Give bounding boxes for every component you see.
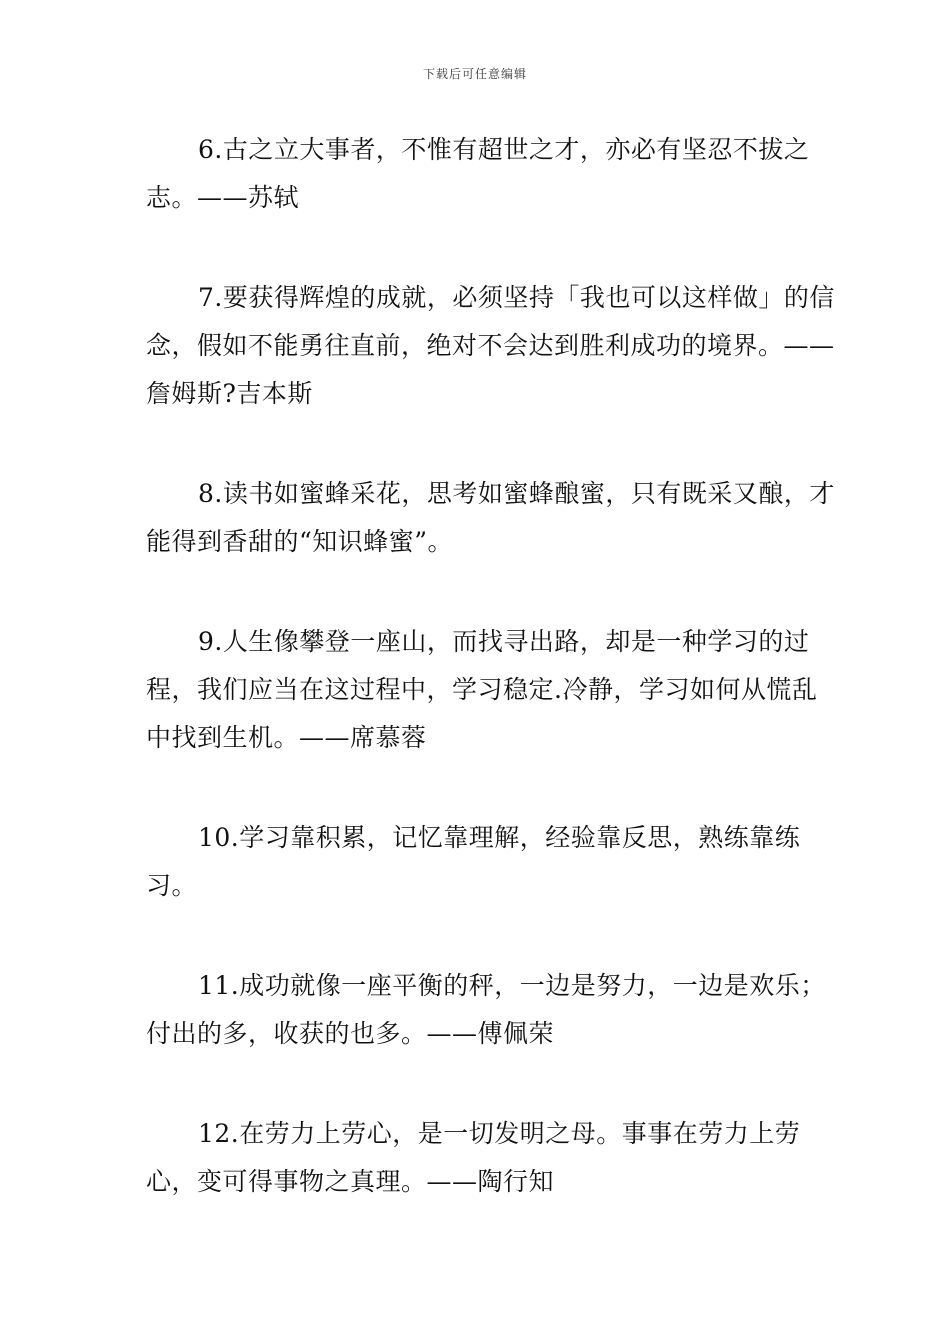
quote-paragraph-10: 10.学习靠积累，记忆靠理解，经验靠反思，熟练靠练习。 (146, 823, 801, 900)
document-body (146, 126, 836, 1258)
quote-paragraph-12: 12.在劳力上劳心，是一切发明之母。事事在劳力上劳心，变可得事物之真理。——陶行知 (146, 1119, 801, 1196)
quote-paragraph-6: 6.古之立大事者，不惟有超世之才，亦必有坚忍不拔之志。——苏轼 (146, 135, 810, 212)
quote-paragraph-11: 11.成功就像一座平衡的秤，一边是努力，一边是欢乐；付出的多，收获的也多。——傅佩荣 (146, 971, 826, 1048)
quote-paragraph-8: 8.读书如蜜蜂采花，思考如蜜蜂酿蜜，只有既采又酿，才能得到香甜的“知识蜂蜜”。 (146, 479, 835, 556)
quote-paragraph-7: 7.要获得辉煌的成就，必须坚持「我也可以这样做」的信念，假如不能勇往直前，绝对不会达到胜利成功的境界。——詹姆斯?吉本斯 (146, 283, 835, 408)
page-header: 下载后可任意编辑 (422, 67, 527, 81)
quote-paragraph-9: 9.人生像攀登一座山，而找寻出路，却是一种学习的过程，我们应当在这过程中，学习稳定.冷静，学习如何从慌乱中找到生机。——席慕蓉 (146, 627, 818, 752)
